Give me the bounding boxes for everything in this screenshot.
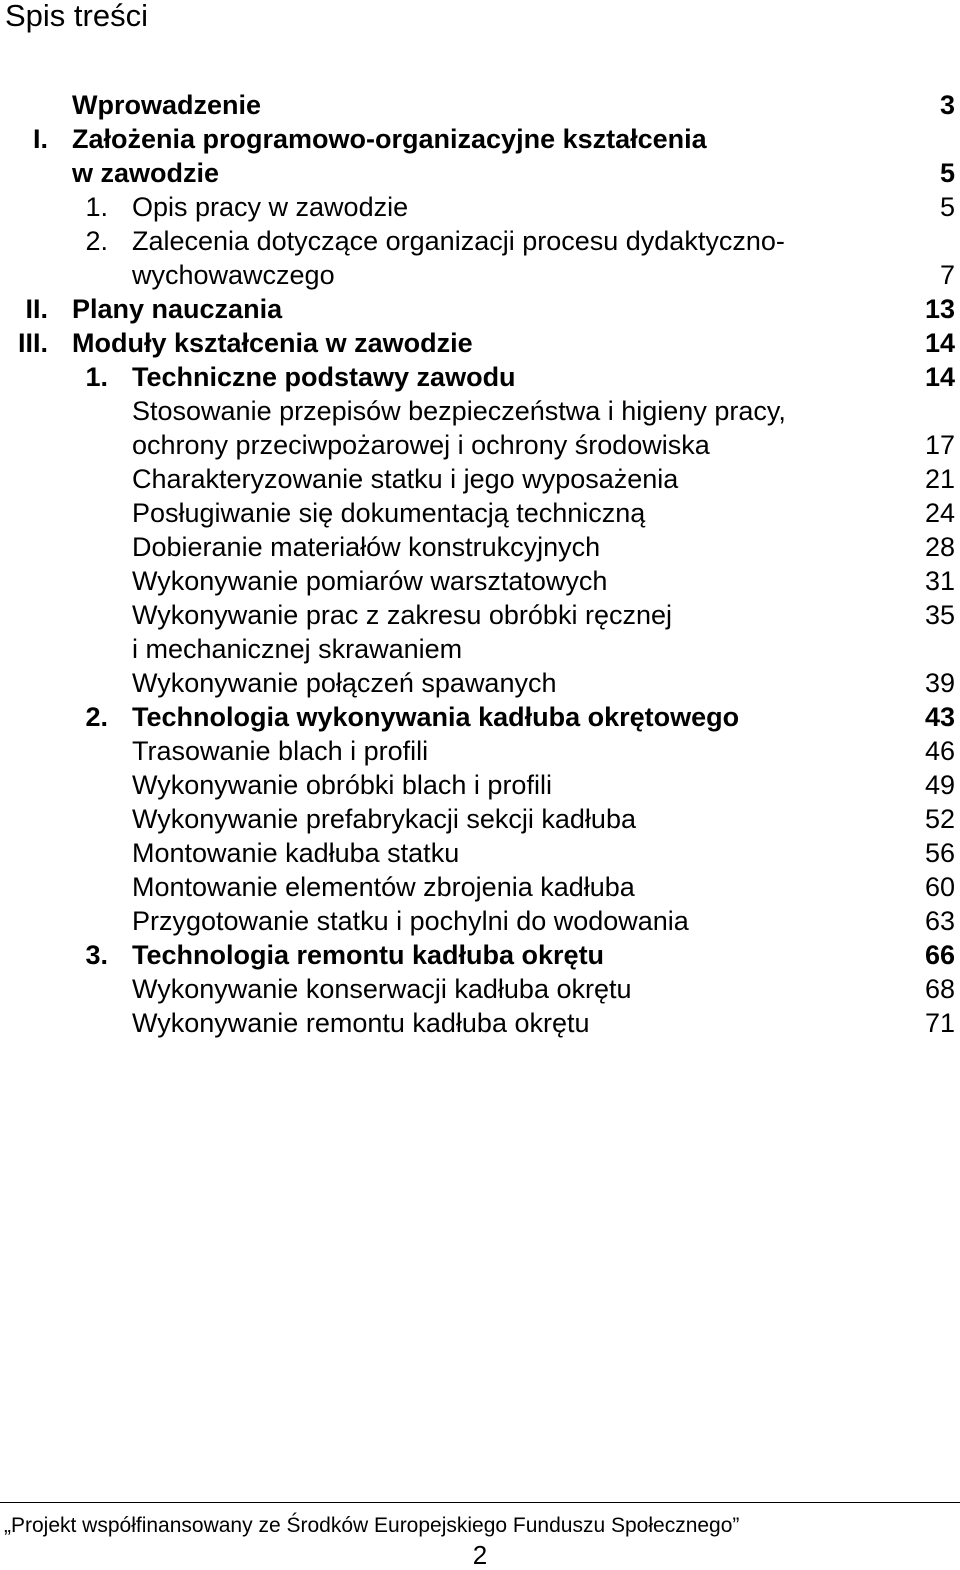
toc-entry-title: Wykonywanie prefabrykacji sekcji kadłuba [132,804,636,834]
toc-entry-page: 52 [924,804,955,834]
toc-entry-page: 66 [924,940,955,970]
toc-entry-page: 28 [924,532,955,562]
toc-entry-title: Trasowanie blach i profili [132,736,429,766]
toc-entry-page: 46 [924,736,955,766]
toc-entry-title: ochrony przeciwpożarowej i ochrony środowiska [132,430,710,460]
toc-entry-page: 5 [939,192,955,222]
toc-entry[interactable] [0,530,960,564]
toc-entry[interactable] [0,326,960,360]
toc-entry-title: Opis pracy w zawodzie [132,192,409,222]
toc-entry-page: 60 [924,872,955,902]
toc-entry[interactable] [0,598,960,632]
toc-entry-title: Moduły kształcenia w zawodzie [72,328,473,358]
toc-entry[interactable] [0,938,960,972]
toc-entry-page: 13 [924,294,955,324]
toc-entry[interactable] [0,258,960,292]
toc-entry-page: 63 [924,906,955,936]
page-number: 2 [472,1540,488,1570]
toc-entry[interactable] [0,870,960,904]
table-of-contents [0,88,960,1040]
toc-entry-title: Wykonywanie prac z zakresu obróbki ręcznej [132,600,672,630]
toc-entry-title: Założenia programowo-organizacyjne kształcenia [72,124,707,154]
toc-entry[interactable] [0,88,960,122]
toc-entry-page: 3 [939,90,955,120]
toc-entry[interactable] [0,734,960,768]
toc-entry-title: Stosowanie przepisów bezpieczeństwa i higieny pracy, [132,396,786,426]
toc-entry-title: i mechanicznej skrawaniem [132,634,463,664]
toc-entry[interactable] [0,802,960,836]
toc-entry-page: 31 [924,566,955,596]
toc-entry-number: 2. [85,226,108,256]
toc-entry[interactable] [0,462,960,496]
toc-entry-page: 14 [924,362,955,392]
toc-entry[interactable] [0,496,960,530]
toc-entry[interactable] [0,292,960,326]
toc-entry-number: 3. [85,940,108,970]
toc-entry[interactable] [0,156,960,190]
toc-entry[interactable] [0,394,960,428]
toc-entry-title: Zalecenia dotyczące organizacji procesu dydaktyczno- [132,226,785,256]
toc-entry-number: 2. [85,702,108,732]
toc-entry[interactable] [0,836,960,870]
toc-entry[interactable] [0,768,960,802]
toc-entry-title: Montowanie elementów zbrojenia kadłuba [132,872,635,902]
footer-text: „Projekt współfinansowany ze Środków Europejskiego Funduszu Społecznego” [4,1514,740,1537]
toc-entry-title: Przygotowanie statku i pochylni do wodowania [132,906,689,936]
toc-entry-page: 7 [939,260,955,290]
page-title: Spis treści [5,0,148,33]
toc-entry-title: Dobieranie materiałów konstrukcyjnych [132,532,601,562]
toc-entry-number: 1. [85,192,108,222]
toc-entry[interactable] [0,428,960,462]
toc-entry-title: w zawodzie [72,158,220,188]
toc-entry-title: Techniczne podstawy zawodu [132,362,516,392]
toc-entry[interactable] [0,904,960,938]
toc-entry-title: Plany nauczania [72,294,283,324]
toc-entry-title: wychowawczego [132,260,335,290]
toc-entry-title: Wykonywanie połączeń spawanych [132,668,557,698]
toc-entry-number: I. [32,124,48,154]
toc-entry[interactable] [0,564,960,598]
toc-entry-title: Montowanie kadłuba statku [132,838,460,868]
toc-entry[interactable] [0,1006,960,1040]
toc-entry-page: 43 [924,702,955,732]
toc-entry-title: Charakteryzowanie statku i jego wyposażenia [132,464,679,494]
toc-entry[interactable] [0,666,960,700]
toc-entry[interactable] [0,700,960,734]
toc-entry-title: Wykonywanie remontu kadłuba okrętu [132,1008,590,1038]
toc-entry-page: 68 [924,974,955,1004]
toc-entry[interactable] [0,972,960,1006]
toc-entry[interactable] [0,224,960,258]
toc-entry-page: 56 [924,838,955,868]
toc-entry[interactable] [0,360,960,394]
toc-entry-title: Wykonywanie obróbki blach i profili [132,770,552,800]
toc-entry[interactable] [0,122,960,156]
toc-entry-number: III. [17,328,48,358]
toc-entry-number: II. [25,294,48,324]
toc-entry-title: Technologia wykonywania kadłuba okrętowego [132,702,740,732]
toc-entry-title: Wykonywanie pomiarów warsztatowych [132,566,608,596]
toc-entry-title: Wprowadzenie [72,90,262,120]
toc-entry-page: 39 [924,668,955,698]
toc-entry-page: 35 [924,600,955,630]
toc-entry-page: 24 [924,498,955,528]
toc-entry-number: 1. [85,362,108,392]
toc-entry[interactable] [0,190,960,224]
toc-entry[interactable] [0,632,960,666]
toc-entry-title: Technologia remontu kadłuba okrętu [132,940,605,970]
toc-entry-page: 17 [924,430,955,460]
toc-entry-page: 5 [939,158,955,188]
footer-divider [0,1502,960,1503]
toc-entry-page: 14 [924,328,955,358]
toc-entry-page: 71 [924,1008,955,1038]
toc-entry-title: Posługiwanie się dokumentacją techniczną [132,498,646,528]
toc-entry-page: 49 [924,770,955,800]
toc-entry-page: 21 [924,464,955,494]
toc-entry-title: Wykonywanie konserwacji kadłuba okrętu [132,974,632,1004]
